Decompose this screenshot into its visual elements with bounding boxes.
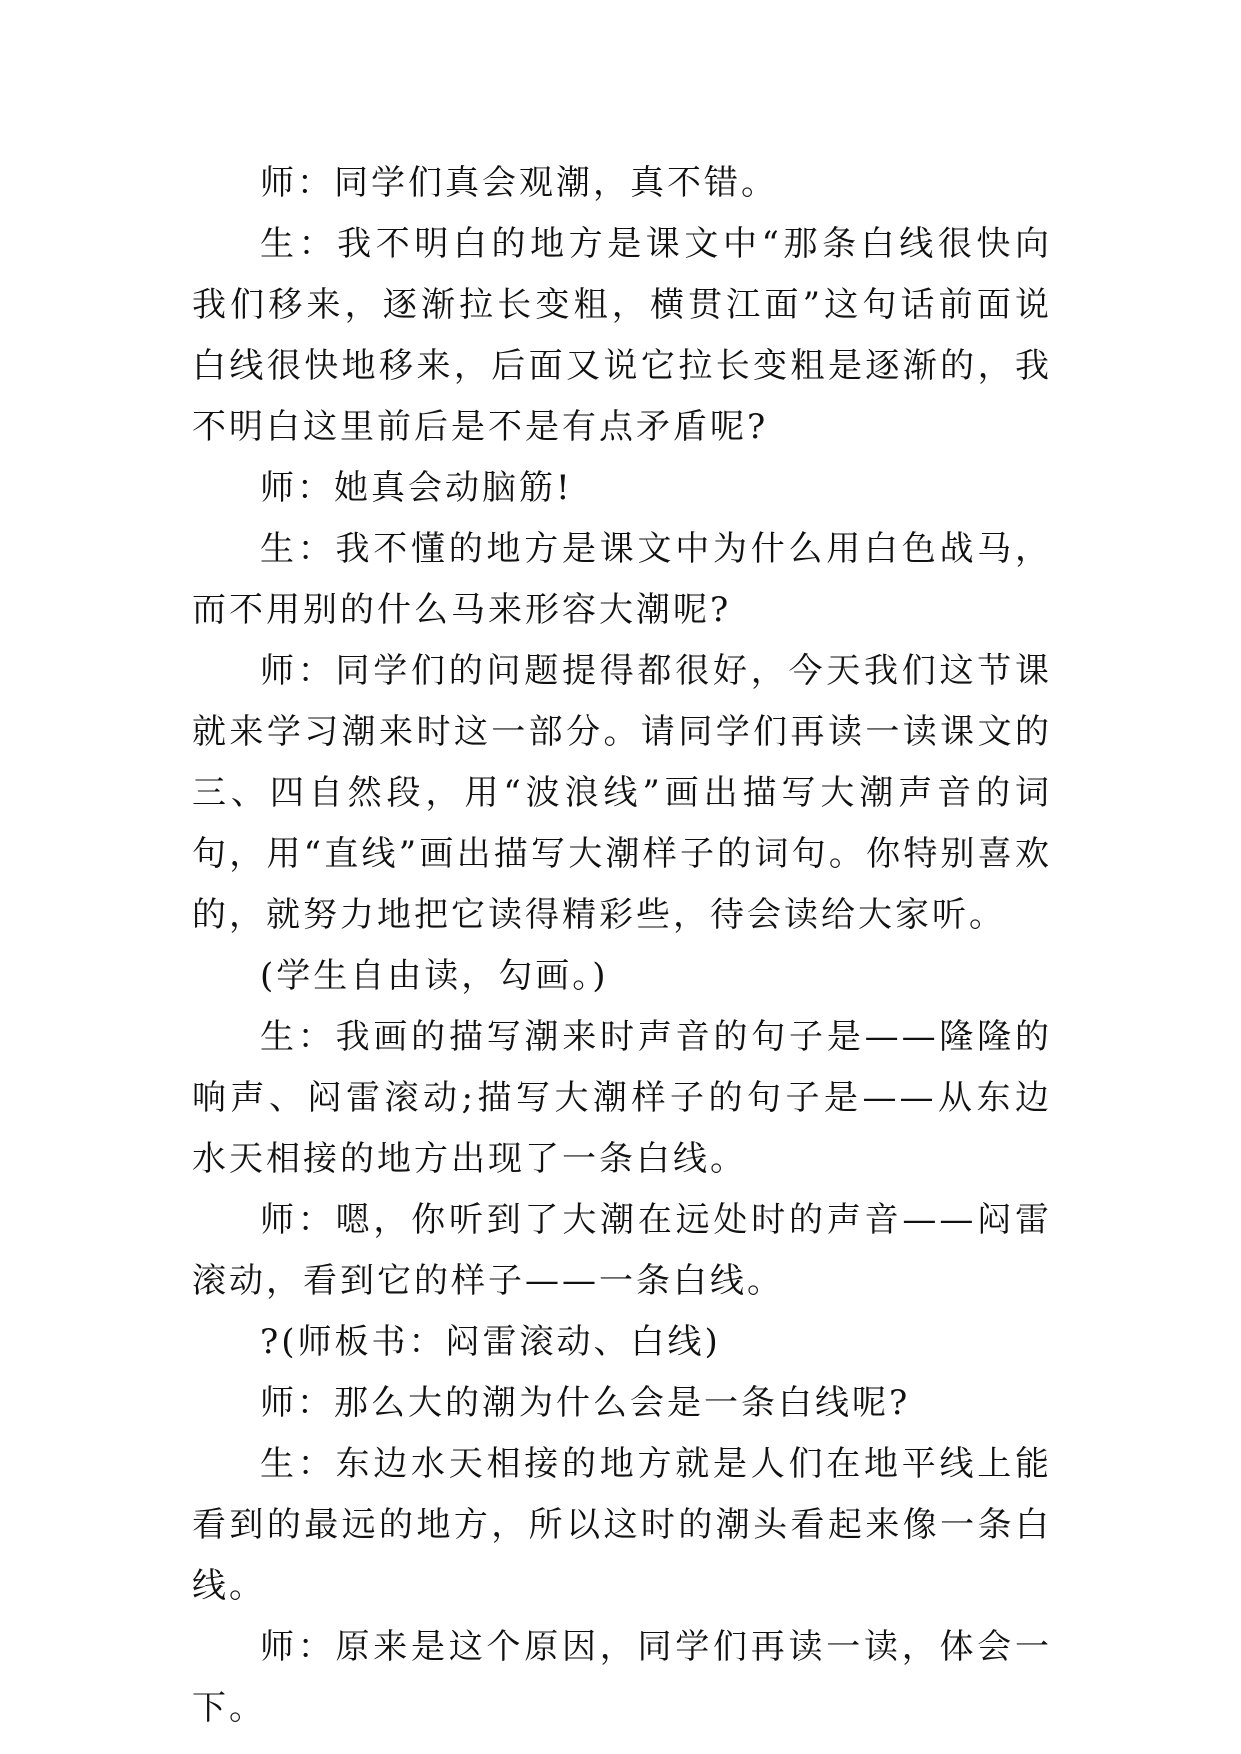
paragraph-board-note: ?(师板书：闷雷滚动、白线) <box>260 1322 721 1362</box>
paragraph-student-explanation: 生：东边水天相接的地方就是人们在地平线上能看到的最远的地方，所以这时的潮头看起来像一条白线。 <box>192 1444 1052 1606</box>
paragraph-teacher-closing: 师：原来是这个原因，同学们再读一读，体会一下。 <box>192 1627 1052 1728</box>
paragraph-teacher-comment: 师：她真会动脑筋! <box>260 468 573 508</box>
document-body <box>192 153 1052 1739</box>
paragraph-teacher-instruction: 师：同学们的问题提得都很好，今天我们这节课就来学习潮来时这一部分。请同学们再读一读课文的三、四自然段，用“波浪线”画出描写大潮声音的词句，用“直线”画出描写大潮样子的词句。你特别喜欢的，就努力地把它读得精彩些，待会读给大家听。 <box>192 651 1052 935</box>
paragraph-stage-direction: (学生自由读，勾画。) <box>260 956 609 996</box>
paragraph-student-question-warhorse: 生：我不懂的地方是课文中为什么用白色战马，而不用别的什么马来形容大潮呢? <box>192 529 1052 630</box>
paragraph-student-answer-sound: 生：我画的描写潮来时声音的句子是——隆隆的响声、闷雷滚动;描写大潮样子的句子是——从东边水天相接的地方出现了一条白线。 <box>192 1017 1052 1179</box>
paragraph-teacher-summary: 师：嗯，你听到了大潮在远处时的声音——闷雷滚动，看到它的样子——一条白线。 <box>192 1200 1052 1301</box>
paragraph-teacher-praise: 师：同学们真会观潮，真不错。 <box>260 163 778 203</box>
paragraph-student-question-white-line: 生：我不明白的地方是课文中“那条白线很快向我们移来，逐渐拉长变粗，横贯江面”这句话前面说白线很快地移来，后面又说它拉长变粗是逐渐的，我不明白这里前后是不是有点矛盾呢? <box>192 224 1052 447</box>
paragraph-teacher-question: 师：那么大的潮为什么会是一条白线呢? <box>260 1383 911 1423</box>
